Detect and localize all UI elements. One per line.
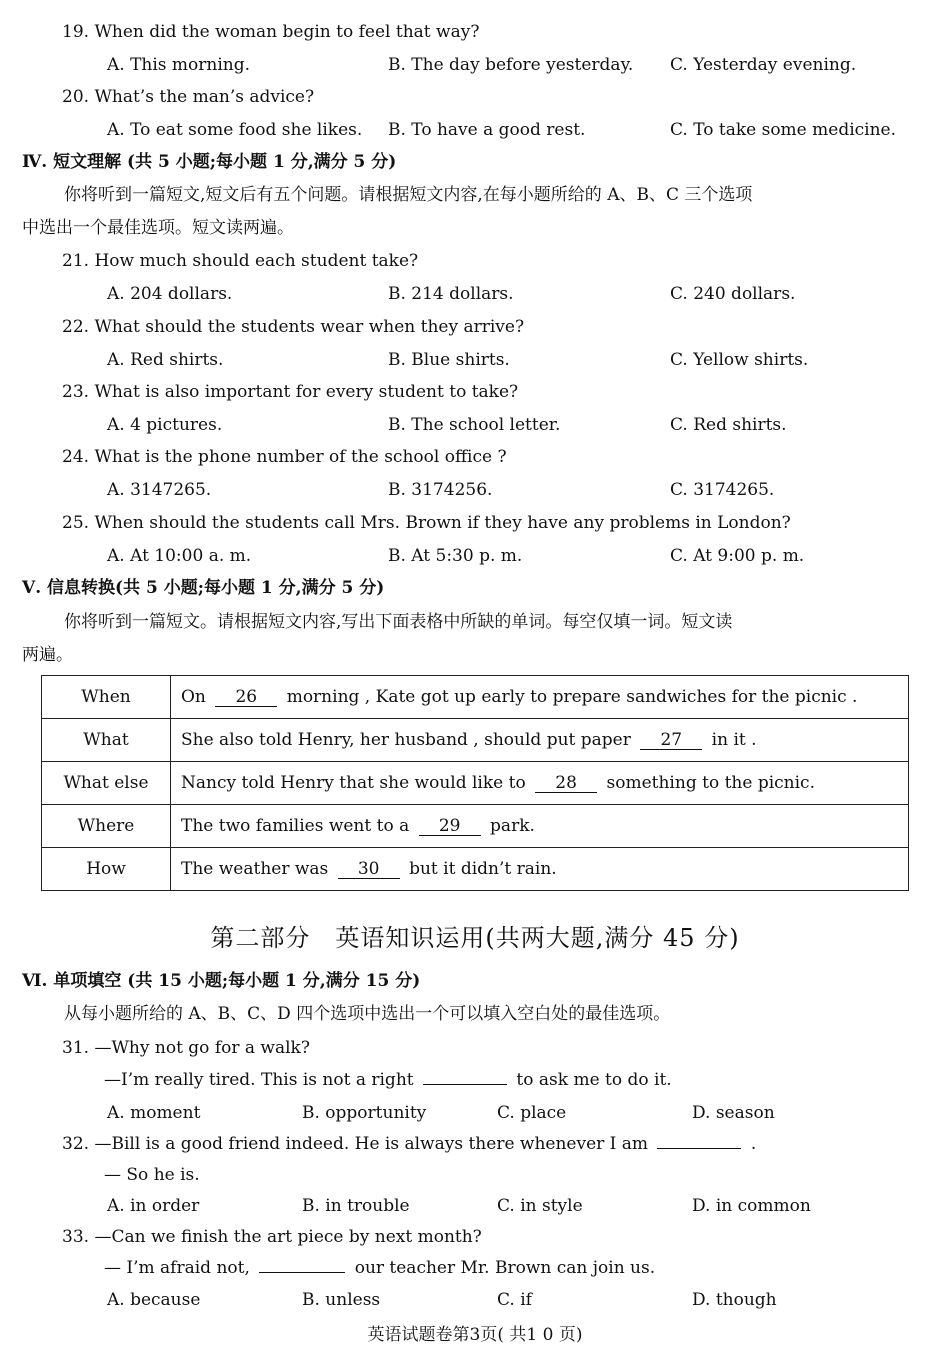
option-a: A. because (107, 1290, 201, 1310)
question-text: our teacher Mr. Brown can join us. (354, 1258, 656, 1278)
option-c: C. in style (497, 1196, 583, 1216)
row-content (171, 805, 909, 848)
row-key: When (42, 676, 171, 719)
section-6-instruction: 从每小题所给的 A、B、C、D 四个选项中选出一个可以填入空白处的最佳选项。 (64, 1004, 671, 1024)
row-content (171, 719, 909, 762)
question-text: What should the students wear when they arrive? (94, 317, 525, 337)
option-b: B. in trouble (302, 1196, 410, 1216)
option-d: D. though (692, 1290, 777, 1310)
option-c: C. Yellow shirts. (670, 350, 809, 370)
section-5-instruction-cont: 两遍。 (22, 645, 73, 665)
question-text: to ask me to do it. (516, 1070, 672, 1090)
question-text: —Can we finish the art piece by next month? (94, 1227, 482, 1247)
question-text: —Why not go for a walk? (94, 1038, 310, 1058)
question-32 (62, 1133, 756, 1155)
part-2-title: 第二部分 英语知识运用(共两大题,满分 45 分) (210, 924, 740, 952)
option-a: A. moment (107, 1103, 201, 1123)
info-table (41, 675, 909, 891)
option-b: B. unless (302, 1290, 381, 1310)
answer-blank[interactable]: 29 (419, 817, 481, 836)
question-21 (62, 250, 418, 272)
answer-blank[interactable]: 26 (215, 688, 277, 707)
row-content (171, 676, 909, 719)
option-b: B. The day before yesterday. (388, 55, 634, 75)
question-number: 24. (62, 447, 90, 467)
question-33-line2 (104, 1257, 655, 1279)
question-33 (62, 1226, 482, 1248)
row-key: What else (42, 762, 171, 805)
row-text: The two families went to a (181, 816, 410, 836)
question-19 (62, 21, 479, 43)
option-d: D. in common (692, 1196, 811, 1216)
option-a: A. At 10:00 a. m. (107, 546, 252, 566)
option-c: C. Yesterday evening. (670, 55, 857, 75)
row-key: Where (42, 805, 171, 848)
table-row (42, 805, 909, 848)
question-number: 19. (62, 22, 90, 42)
row-key: What (42, 719, 171, 762)
table-row (42, 762, 909, 805)
question-text: —I’m really tired. This is not a right (104, 1070, 414, 1090)
question-text: — I’m afraid not, (104, 1258, 250, 1278)
question-31-line2 (104, 1069, 672, 1091)
question-25 (62, 512, 791, 534)
table-row (42, 848, 909, 891)
question-text: . (750, 1134, 757, 1154)
question-23 (62, 381, 518, 403)
option-a: A. 204 dollars. (107, 284, 233, 304)
option-a: A. Red shirts. (107, 350, 224, 370)
question-31 (62, 1037, 310, 1059)
option-c: C. At 9:00 p. m. (670, 546, 805, 566)
page-footer: 英语试题卷第3页( 共1 0 页) (367, 1325, 583, 1345)
row-content (171, 762, 909, 805)
section-4-instruction-cont: 中选出一个最佳选项。短文读两遍。 (22, 218, 294, 238)
option-c: C. To take some medicine. (670, 120, 897, 140)
question-number: 33. (62, 1227, 90, 1247)
question-text: When did the woman begin to feel that way? (94, 22, 480, 42)
option-b: B. The school letter. (388, 415, 561, 435)
option-b: B. Blue shirts. (388, 350, 510, 370)
option-a: A. This morning. (107, 55, 251, 75)
option-d: D. season (692, 1103, 775, 1123)
answer-blank[interactable]: 28 (535, 774, 597, 793)
answer-blank[interactable]: 27 (640, 731, 702, 750)
option-c: C. place (497, 1103, 567, 1123)
question-text: What is also important for every student to take? (94, 382, 519, 402)
answer-blank[interactable]: 30 (338, 860, 400, 879)
option-a: A. 3147265. (107, 480, 212, 500)
question-24 (62, 446, 507, 468)
option-a: A. in order (107, 1196, 200, 1216)
option-c: C. if (497, 1290, 532, 1310)
answer-blank[interactable] (423, 1070, 507, 1085)
row-text: something to the picnic. (606, 773, 815, 793)
question-text: How much should each student take? (94, 251, 419, 271)
option-b: B. opportunity (302, 1103, 427, 1123)
option-c: C. 240 dollars. (670, 284, 796, 304)
table-row (42, 676, 909, 719)
section-4-instruction: 你将听到一篇短文,短文后有五个问题。请根据短文内容,在每小题所给的 A、B、C 三个选项 (64, 185, 753, 205)
option-a: A. 4 pictures. (107, 415, 223, 435)
question-number: 25. (62, 513, 90, 533)
question-text: When should the students call Mrs. Brown if they have any problems in London? (94, 513, 791, 533)
question-number: 31. (62, 1038, 90, 1058)
section-5-instruction: 你将听到一篇短文。请根据短文内容,写出下面表格中所缺的单词。每空仅填一词。短文读 (64, 612, 733, 632)
row-text: The weather was (181, 859, 329, 879)
section-4-heading: Ⅳ. 短文理解 (共 5 小题;每小题 1 分,满分 5 分) (22, 152, 397, 172)
row-text: morning , Kate got up early to prepare sandwiches for the picnic . (286, 687, 858, 707)
question-number: 22. (62, 317, 90, 337)
question-number: 23. (62, 382, 90, 402)
option-b: B. 3174256. (388, 480, 493, 500)
question-number: 32. (62, 1134, 90, 1154)
question-text: What is the phone number of the school office ? (94, 447, 507, 467)
question-22 (62, 316, 524, 338)
question-number: 21. (62, 251, 90, 271)
row-key: How (42, 848, 171, 891)
section-5-heading: Ⅴ. 信息转换(共 5 小题;每小题 1 分,满分 5 分) (22, 578, 385, 598)
row-text: Nancy told Henry that she would like to (181, 773, 526, 793)
row-content (171, 848, 909, 891)
section-6-heading: Ⅵ. 单项填空 (共 15 小题;每小题 1 分,满分 15 分) (22, 971, 421, 991)
row-text: but it didn’t rain. (409, 859, 557, 879)
question-text: —Bill is a good friend indeed. He is always there whenever I am (94, 1134, 649, 1154)
table-row (42, 719, 909, 762)
question-20 (62, 86, 314, 108)
answer-blank[interactable] (259, 1258, 345, 1273)
option-b: B. To have a good rest. (388, 120, 586, 140)
row-text: in it . (711, 730, 757, 750)
question-text: What’s the man’s advice? (94, 87, 315, 107)
answer-blank[interactable] (657, 1134, 741, 1149)
option-b: B. At 5:30 p. m. (388, 546, 523, 566)
option-c: C. Red shirts. (670, 415, 787, 435)
row-text: She also told Henry, her husband , should put paper (181, 730, 631, 750)
option-b: B. 214 dollars. (388, 284, 514, 304)
question-32-line2: — So he is. (104, 1165, 200, 1185)
question-number: 20. (62, 87, 90, 107)
row-text: On (181, 687, 206, 707)
row-text: park. (490, 816, 535, 836)
option-c: C. 3174265. (670, 480, 775, 500)
option-a: A. To eat some food she likes. (107, 120, 363, 140)
